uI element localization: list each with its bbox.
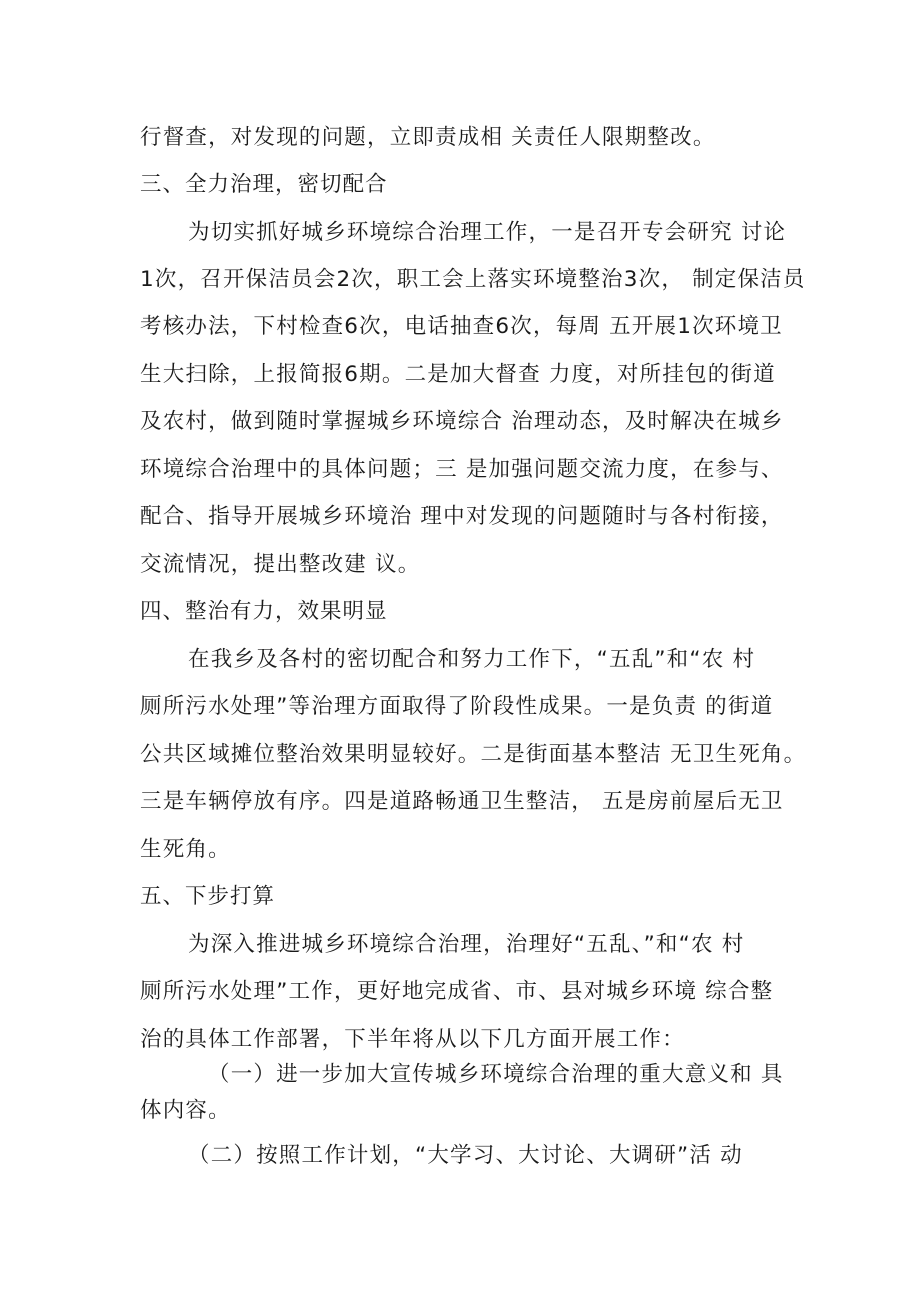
text-line: 生大扫除，上报简报6期。二是加大督查 力度，对所挂包的街道 [140, 362, 776, 387]
list-item: （二）按照工作计划，“大学习、大讨论、大调研”活 动 [188, 1143, 743, 1168]
text-line: 公共区域摊位整治效果明显较好。二是街面基本整洁 无卫生死角。 [140, 742, 807, 767]
text-line: 及农村，做到随时掌握城乡环境综合 治理动态，及时解决在城乡 [140, 409, 784, 434]
text-line: 考核办法，下村检查6次，电话抽查6次，每周 五开展1次环境卫 [140, 314, 783, 339]
section-heading-5: 五、下步打算 [140, 884, 276, 909]
text-line: 1次，召开保洁员会2次，职工会上落实环境整治3次， 制定保洁员 [140, 267, 806, 292]
text-line: 为切实抓好城乡环境综合治理工作，一是召开专会研究 讨论 [188, 220, 787, 245]
text-line: 行督查，对发现的问题，立即责成相 关责任人限期整改。 [140, 125, 716, 150]
text-line: 体内容。 [140, 1098, 231, 1123]
text-line: 治的具体工作部署，下半年将从以下几方面开展工作： [140, 1027, 685, 1052]
text-line: 环境综合治理中的具体问题；三 是加强问题交流力度，在参与、 [140, 457, 784, 482]
text-line: 生死角。 [140, 837, 231, 862]
text-line: 配合、指导开展城乡环境治 理中对发现的问题随时与各村衔接， [140, 504, 784, 529]
text-line: 为深入推进城乡环境综合治理，治理好“五乱、”和“农 村 [188, 932, 745, 957]
text-line: 厕所污水处理”工作，更好地完成省、市、县对城乡环境 综合整 [140, 979, 774, 1004]
list-item: （一）进一步加大宣传城乡环境综合治理的重大意义和 具 [208, 1062, 784, 1087]
text-line: 三是车辆停放有序。四是道路畅通卫生整洁， 五是房前屋后无卫 [140, 789, 784, 814]
text-line: 在我乡及各村的密切配合和努力工作下，“五乱”和“农 村 [188, 647, 756, 672]
text-line: 交流情况，提出整改建 议。 [140, 552, 421, 577]
text-line: 厕所污水处理”等治理方面取得了阶段性成果。一是负责 的街道 [140, 694, 774, 719]
section-heading-4: 四、整治有力，效果明显 [140, 599, 388, 624]
section-heading-3: 三、全力治理，密切配合 [140, 172, 388, 197]
